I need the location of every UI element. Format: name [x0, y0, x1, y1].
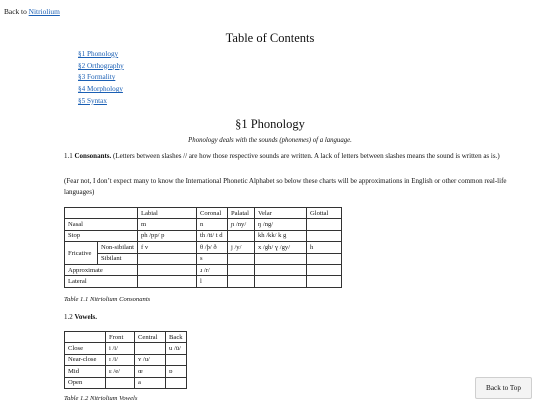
table-cell: ŋ /ng/ — [254, 219, 306, 230]
table-cell: ɹ /r/ — [196, 264, 227, 275]
table-cell: x /gh/ ɣ /gy/ — [254, 242, 306, 253]
vowels-table — [64, 331, 187, 389]
table-cell: ʏ /u/ — [135, 354, 166, 365]
table-row — [65, 343, 187, 354]
table-row — [65, 276, 342, 287]
vowels-paragraph — [64, 313, 97, 321]
table-row — [65, 264, 342, 275]
row-label: Approximate — [65, 264, 138, 275]
row-label: Stop — [65, 230, 138, 241]
consonants-table — [64, 207, 342, 288]
consonants-heading: Consonants. — [74, 152, 112, 160]
table-row — [65, 242, 342, 253]
back-prefix: Back to — [4, 7, 29, 16]
table-header-row — [65, 332, 187, 343]
header-cell: Velar — [254, 208, 306, 219]
header-cell: Glottal — [306, 208, 341, 219]
back-link-line — [4, 7, 60, 16]
vowels-heading: Vowels. — [74, 313, 97, 321]
row-label: Fricative — [65, 242, 98, 265]
row-sublabel: Non-sibilant — [98, 242, 138, 253]
table-header-row — [65, 208, 342, 219]
vowels-caption: Table 1.2 Nitriolium Vowels — [64, 395, 138, 402]
header-cell: Back — [166, 332, 187, 343]
table-cell: u /ū/ — [166, 343, 187, 354]
table-cell: f v — [137, 242, 196, 253]
table-cell: n — [196, 219, 227, 230]
section-subtitle: Phonology deals with the sounds (phonemes) of a language. — [188, 137, 352, 144]
table-cell — [306, 276, 341, 287]
nitriolium-link[interactable]: Nitriolium — [28, 7, 60, 16]
table-cell: i /i/ — [106, 343, 135, 354]
table-cell: th /tt/ t d — [196, 230, 227, 241]
table-row — [65, 366, 187, 377]
header-cell: Palatal — [227, 208, 254, 219]
table-cell: ɲ /ny/ — [227, 219, 254, 230]
row-label: Open — [65, 377, 106, 388]
table-cell: m — [137, 219, 196, 230]
table-cell: θ /þ/ ð — [196, 242, 227, 253]
table-cell: h — [306, 242, 341, 253]
table-cell — [254, 264, 306, 275]
table-cell: ɛ /e/ — [106, 366, 135, 377]
table-cell — [227, 230, 254, 241]
header-cell — [65, 208, 138, 219]
table-cell — [135, 343, 166, 354]
consonants-caption: Table 1.1 Nitriolium Consonants — [64, 296, 151, 303]
table-cell: kh /kk/ k g — [254, 230, 306, 241]
table-cell — [166, 354, 187, 365]
header-cell: Central — [135, 332, 166, 343]
table-row — [65, 354, 187, 365]
row-label: Lateral — [65, 276, 138, 287]
para-number: 1.2 — [64, 313, 75, 321]
toc-list — [78, 49, 124, 108]
toc-title: Table of Contents — [225, 31, 315, 45]
table-cell — [137, 264, 196, 275]
table-row — [65, 253, 342, 264]
ipa-note-paragraph: (Fear not, I don’t expect many to know the International Phonetic Alphabet so below these charts will be approximations in English or other common real-life languages) — [64, 177, 507, 197]
row-sublabel: Sibilant — [98, 253, 138, 264]
row-label: Nasal — [65, 219, 138, 230]
table-cell: l — [196, 276, 227, 287]
toc-link-morphology[interactable]: §4 Morphology — [78, 85, 123, 94]
toc-link-phonology[interactable]: §1 Phonology — [78, 50, 119, 58]
table-cell: j /y/ — [227, 242, 254, 253]
table-cell — [137, 253, 196, 264]
table-cell — [227, 253, 254, 264]
para-number: 1.1 — [64, 152, 75, 160]
table-cell — [306, 264, 341, 275]
back-to-top-button[interactable]: Back to Top — [475, 377, 532, 399]
row-label: Mid — [65, 366, 106, 377]
table-cell — [306, 230, 341, 241]
section-title: §1 Phonology — [235, 117, 305, 131]
table-cell — [137, 276, 196, 287]
consonants-paragraph — [64, 151, 514, 162]
row-label: Close — [65, 343, 106, 354]
table-row — [65, 219, 342, 230]
table-row — [65, 377, 187, 388]
header-cell: Labial — [137, 208, 196, 219]
header-cell — [65, 332, 106, 343]
consonants-text: (Letters between slashes // are how those respective sounds are written. A lack of letters between slashes means the sound is written as is.) — [111, 152, 500, 160]
table-cell — [106, 377, 135, 388]
toc-link-syntax[interactable]: §5 Syntax — [78, 96, 107, 105]
table-cell — [254, 276, 306, 287]
header-cell: Front — [106, 332, 135, 343]
table-cell: a — [135, 377, 166, 388]
table-row — [65, 230, 342, 241]
toc-link-orthography[interactable]: §2 Orthography — [78, 61, 124, 70]
table-cell: ph /pp/ p — [137, 230, 196, 241]
table-cell — [306, 253, 341, 264]
table-cell — [227, 276, 254, 287]
table-cell — [306, 219, 341, 230]
header-cell: Coronal — [196, 208, 227, 219]
table-cell — [254, 253, 306, 264]
table-cell — [166, 377, 187, 388]
table-cell: s — [196, 253, 227, 264]
table-cell: œ — [135, 366, 166, 377]
table-cell — [227, 264, 254, 275]
table-cell: ɒ — [166, 366, 187, 377]
toc-link-formality[interactable]: §3 Formality — [78, 73, 116, 82]
table-cell: ɪ /i/ — [106, 354, 135, 365]
row-label: Near-close — [65, 354, 106, 365]
